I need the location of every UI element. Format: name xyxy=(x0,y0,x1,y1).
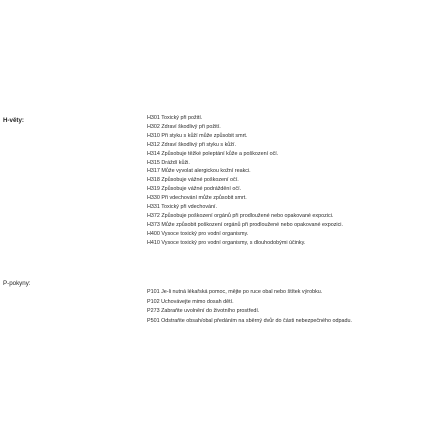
h-statement: H330 Při vdechování může způsobit smrt. xyxy=(147,195,247,202)
h-statements-list xyxy=(147,114,343,248)
h-statement: H310 Při styku s kůží může způsobit smrt. xyxy=(147,132,248,139)
h-statement: H331 Toxický při vdechování. xyxy=(147,204,218,211)
h-statement: H317 Může vyvolat alergickou kožní reakci. xyxy=(147,168,251,175)
h-statement: H314 Způsobuje těžké poleptání kůže a poškození očí. xyxy=(147,150,279,157)
p-statements-label: P-pokyny: xyxy=(3,280,31,287)
p-statements-list xyxy=(147,288,352,326)
h-statement: H373 Může způsobit poškození orgánů při prodloužené nebo opakované expozici. xyxy=(147,221,343,228)
h-statement: H372 Způsobuje poškození orgánů při prodloužené nebo opakované expozici. xyxy=(147,212,334,219)
h-statement: H301 Toxický při požití. xyxy=(147,115,203,121)
p-statement: P273 Zabraňte uvolnění do životního prostředí. xyxy=(147,308,260,315)
p-statement: P501 Odstraňte obsah/obal předáním na sběrný dvůr do části nebezpečného odpadu. xyxy=(147,317,352,324)
p-statement: P102 Uchovávejte mimo dosah dětí. xyxy=(147,298,234,305)
h-statement: H302 Zdraví škodlivý při požití. xyxy=(147,123,221,130)
p-statement: P101 Je-li nutná lékařská pomoc, mějte po ruce obal nebo štítek výrobku. xyxy=(147,289,323,295)
h-statement: H400 Vysoce toxický pro vodní organismy. xyxy=(147,230,249,237)
h-statement: H410 Vysoce toxický pro vodní organismy, s dlouhodobými účinky. xyxy=(147,239,306,246)
h-statement: H312 Zdraví škodlivý při styku s kůží. xyxy=(147,141,236,148)
h-statement: H318 Způsobuje vážné poškození očí. xyxy=(147,177,239,184)
h-statement: H315 Dráždí kůži. xyxy=(147,159,190,166)
h-statements-label: H-věty: xyxy=(3,117,24,124)
h-statement: H319 Způsobuje vážné podráždění očí. xyxy=(147,186,242,193)
